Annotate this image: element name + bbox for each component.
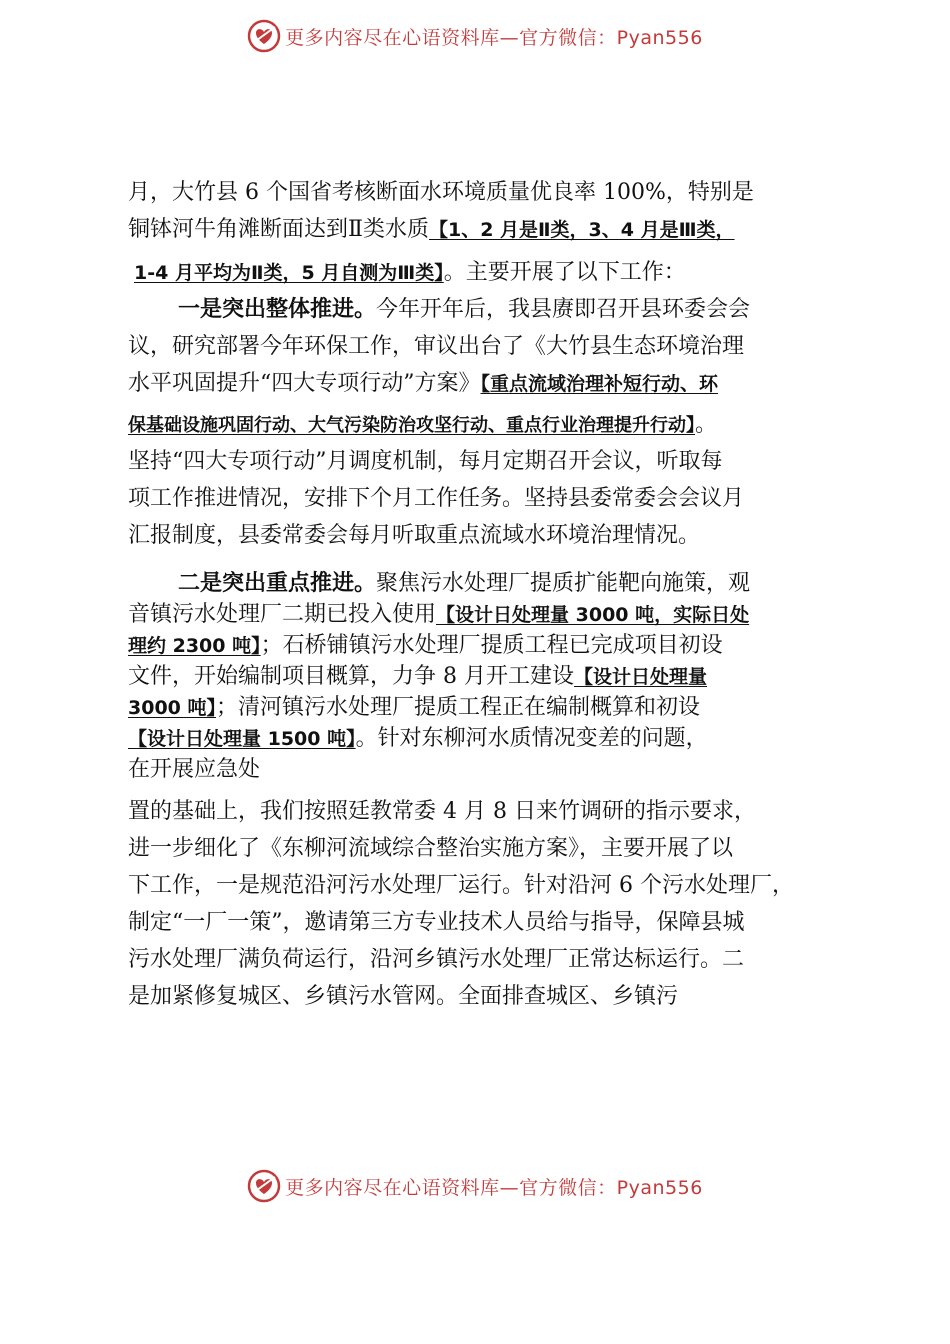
body-text: 今年开年后，我县赓即召开县环委会会 bbox=[376, 297, 751, 322]
body-text: ；清河镇污水处理厂提质工程正在编制概算和初设 bbox=[216, 695, 701, 720]
paragraph-line: 月，大竹县 6 个国省考核断面水环境质量优良率 100%，特别是 bbox=[128, 180, 754, 205]
body-text: 水平巩固提升“四大专项行动”方案》 bbox=[128, 371, 481, 396]
body-text: 。针对东柳河水质情况变差的问题， bbox=[355, 726, 708, 751]
body-text: 。 bbox=[695, 412, 718, 437]
paragraph-line bbox=[128, 661, 848, 692]
paragraph-line bbox=[128, 254, 848, 291]
paragraph-line: 项工作推进情况，安排下个月工作任务。坚持县委常委会会议月 bbox=[128, 486, 745, 511]
header-banner-text: 更多内容尽在心语资料库—官方微信：Pyan556 bbox=[285, 26, 703, 49]
footer-banner bbox=[0, 1164, 950, 1208]
paragraph-line: 下工作，一是规范沿河污水处理厂运行。针对沿河 6 个污水处理厂， bbox=[128, 873, 794, 898]
inline-note: 【设计日处理量 3000 吨，实际日处 bbox=[436, 604, 750, 626]
paragraph-line: 进一步细化了《东柳河流域综合整治实施方案》，主要开展了以 bbox=[128, 836, 734, 861]
document-body bbox=[128, 174, 848, 1015]
inline-note: 保基础设施巩固行动、大气污染防治攻坚行动、重点行业治理提升行动】 bbox=[128, 415, 695, 436]
body-text: 聚焦污水处理厂提质扩能靶向施策，观 bbox=[376, 571, 751, 596]
paragraph-line bbox=[128, 211, 848, 248]
paragraph-line: 坚持“四大专项行动”月调度机制，每月定期召开会议，听取每 bbox=[128, 449, 723, 474]
body-text: 铜钵河牛角滩断面达到Ⅱ类水质 bbox=[128, 217, 429, 242]
body-text: 。主要开展了以下工作： bbox=[443, 260, 686, 285]
paragraph-line bbox=[128, 692, 848, 723]
paragraph-line bbox=[128, 723, 848, 754]
body-text: 文件，开始编制项目概算，力争 8 月开工建设 bbox=[128, 664, 574, 689]
header-banner bbox=[0, 14, 950, 58]
heart-dove-logo-icon bbox=[247, 1169, 281, 1203]
paragraph-line bbox=[128, 406, 848, 443]
paragraph-line: 制定“一厂一策”，邀请第三方专业技术人员给与指导，保障县城 bbox=[128, 910, 745, 935]
inline-note: 【设计日处理量 bbox=[574, 666, 708, 688]
paragraph-line: 污水处理厂满负荷运行，沿河乡镇污水处理厂正常达标运行。二 bbox=[128, 947, 745, 972]
paragraph-line bbox=[128, 365, 848, 402]
paragraph-block bbox=[128, 568, 848, 785]
body-text: ；石桥铺镇污水处理厂提质工程已完成项目初设 bbox=[260, 633, 723, 658]
footer-banner-text: 更多内容尽在心语资料库—官方微信：Pyan556 bbox=[285, 1176, 703, 1199]
body-text: 音镇污水处理厂二期已投入使用 bbox=[128, 602, 437, 627]
paragraph-line bbox=[128, 599, 848, 630]
paragraph-line bbox=[128, 291, 848, 328]
section-heading: 一是突出整体推进。 bbox=[178, 297, 377, 322]
paragraph-line bbox=[128, 630, 848, 661]
paragraph-line: 议，研究部署今年环保工作，审议出台了《大竹县生态环境治理 bbox=[128, 334, 745, 359]
inline-note: 【设计日处理量 1500 吨】 bbox=[128, 728, 356, 750]
paragraph-line: 置的基础上，我们按照廷教常委 4 月 8 日来竹调研的指示要求， bbox=[128, 799, 756, 824]
heart-dove-logo-icon bbox=[247, 19, 281, 53]
paragraph-line bbox=[128, 568, 848, 599]
paragraph-line: 汇报制度，县委常委会每月听取重点流域水环境治理情况。 bbox=[128, 523, 701, 548]
inline-note: 1-4 月平均为Ⅱ类，5 月自测为Ⅲ类】 bbox=[134, 262, 444, 284]
inline-note: 【1、2 月是Ⅱ类，3、4 月是Ⅲ类， bbox=[428, 219, 735, 241]
paragraph-line: 在开展应急处 bbox=[128, 757, 261, 782]
inline-note: 【重点流域治理补短行动、环 bbox=[480, 373, 719, 395]
inline-note: 3000 吨】 bbox=[128, 697, 216, 719]
paragraph-line: 是加紧修复城区、乡镇污水管网。全面排查城区、乡镇污 bbox=[128, 984, 679, 1009]
inline-note: 理约 2300 吨】 bbox=[128, 635, 261, 657]
section-heading: 二是突出重点推进。 bbox=[178, 571, 377, 596]
